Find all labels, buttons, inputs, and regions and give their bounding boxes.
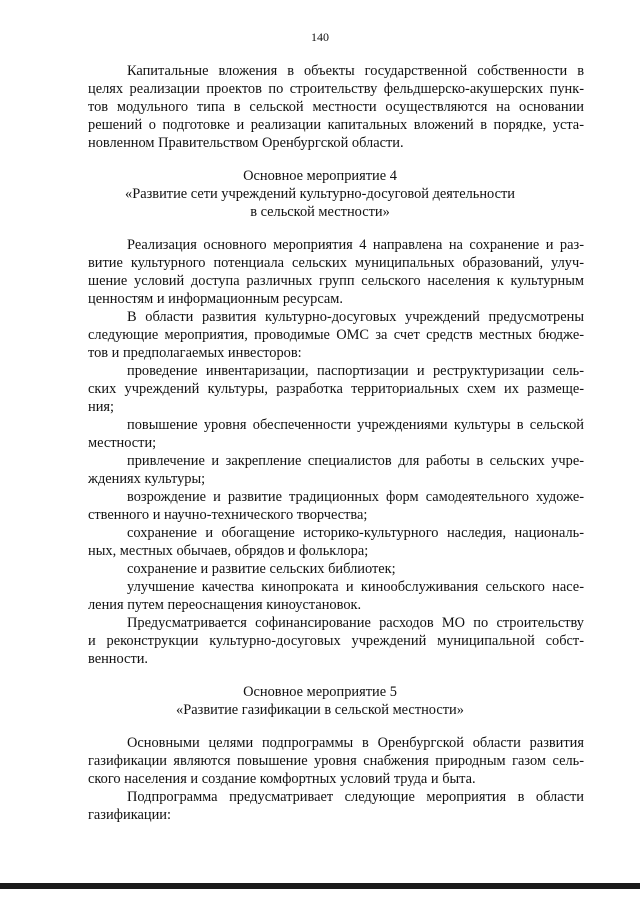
text-line: Реализация основного мероприятия 4 направлена на сохранение и раз- [127,237,584,253]
section-title: в сельской местности» [250,204,390,220]
section-heading: Основное мероприятие 4 [243,168,397,184]
text-line: шение условий доступа различных групп сельского населения к культурным [88,273,584,289]
text-line: венности. [88,651,149,667]
list-item: сохранение и развитие сельских библиотек; [127,561,396,577]
text-line: целях реализации проектов по строительству фельдшерско-акушерских пунк- [88,81,584,97]
text-line: и реконструкции культурно-досуговых учреждений муниципальной собст- [88,633,584,649]
text-line: следующие мероприятия, проводимые ОМС за счет средств местных бюдже- [88,327,584,343]
list-item: привлечение и закрепление специалистов для работы в сельских учре- [127,453,584,469]
list-item: возрождение и развитие традиционных форм самодеятельного художе- [127,489,584,505]
list-item: сохранение и обогащение историко-культурного наследия, националь- [127,525,584,541]
text-line: ственного и научно-технического творчества; [88,507,368,523]
text-line: ждениях культуры; [88,471,206,487]
bottom-scan-edge [0,883,640,889]
text-line: ского населения и создание комфортных условий труда и быта. [88,771,476,787]
text-line: Основными целями подпрограммы в Оренбургской области развития [127,735,584,751]
section-title: «Развитие сети учреждений культурно-досуговой деятельности [125,186,515,202]
text-line: новленном Правительством Оренбургской области. [88,135,404,151]
text-line: витие культурного потенциала сельских муниципальных образований, улуч- [88,255,584,271]
page-number: 140 [311,30,329,44]
text-line: ния; [88,399,115,415]
text-line: ценностям и информационным ресурсам. [88,291,344,307]
section-title: «Развитие газификации в сельской местности» [176,702,464,718]
text-line: ных, местных обычаев, обрядов и фольклора; [88,543,369,559]
text-line: В области развития культурно-досуговых учреждений предусмотрены [127,309,584,325]
text-line: ских учреждений культуры, разработка территориальных схем их размеще- [88,381,584,397]
text-line: ления путем переоснащения киноустановок. [88,597,362,613]
text-line: Предусматривается софинансирование расходов МО по строительству [127,615,584,631]
list-item: улучшение качества кинопроката и кинообслуживания сельского насе- [127,579,584,595]
section-heading: Основное мероприятие 5 [243,684,397,700]
text-line: местности; [88,435,157,451]
list-item: проведение инвентаризации, паспортизации и реструктуризации сель- [127,363,584,379]
text-line: решений о подготовке и реализации капитальных вложений в порядке, уста- [88,117,584,133]
text-line: Подпрограмма предусматривает следующие мероприятия в области [127,789,584,805]
text-line: газификации: [88,807,171,823]
text-line: тов модульного типа в сельской местности осуществляются на основании [88,99,584,115]
text-line: газификации являются повышение уровня снабжения природным газом сель- [88,753,584,769]
text-line: тов и предполагаемых инвесторов: [88,345,302,361]
list-item: повышение уровня обеспеченности учреждениями культуры в сельской [127,417,584,433]
text-line: Капитальные вложения в объекты государственной собственности в [127,63,584,79]
